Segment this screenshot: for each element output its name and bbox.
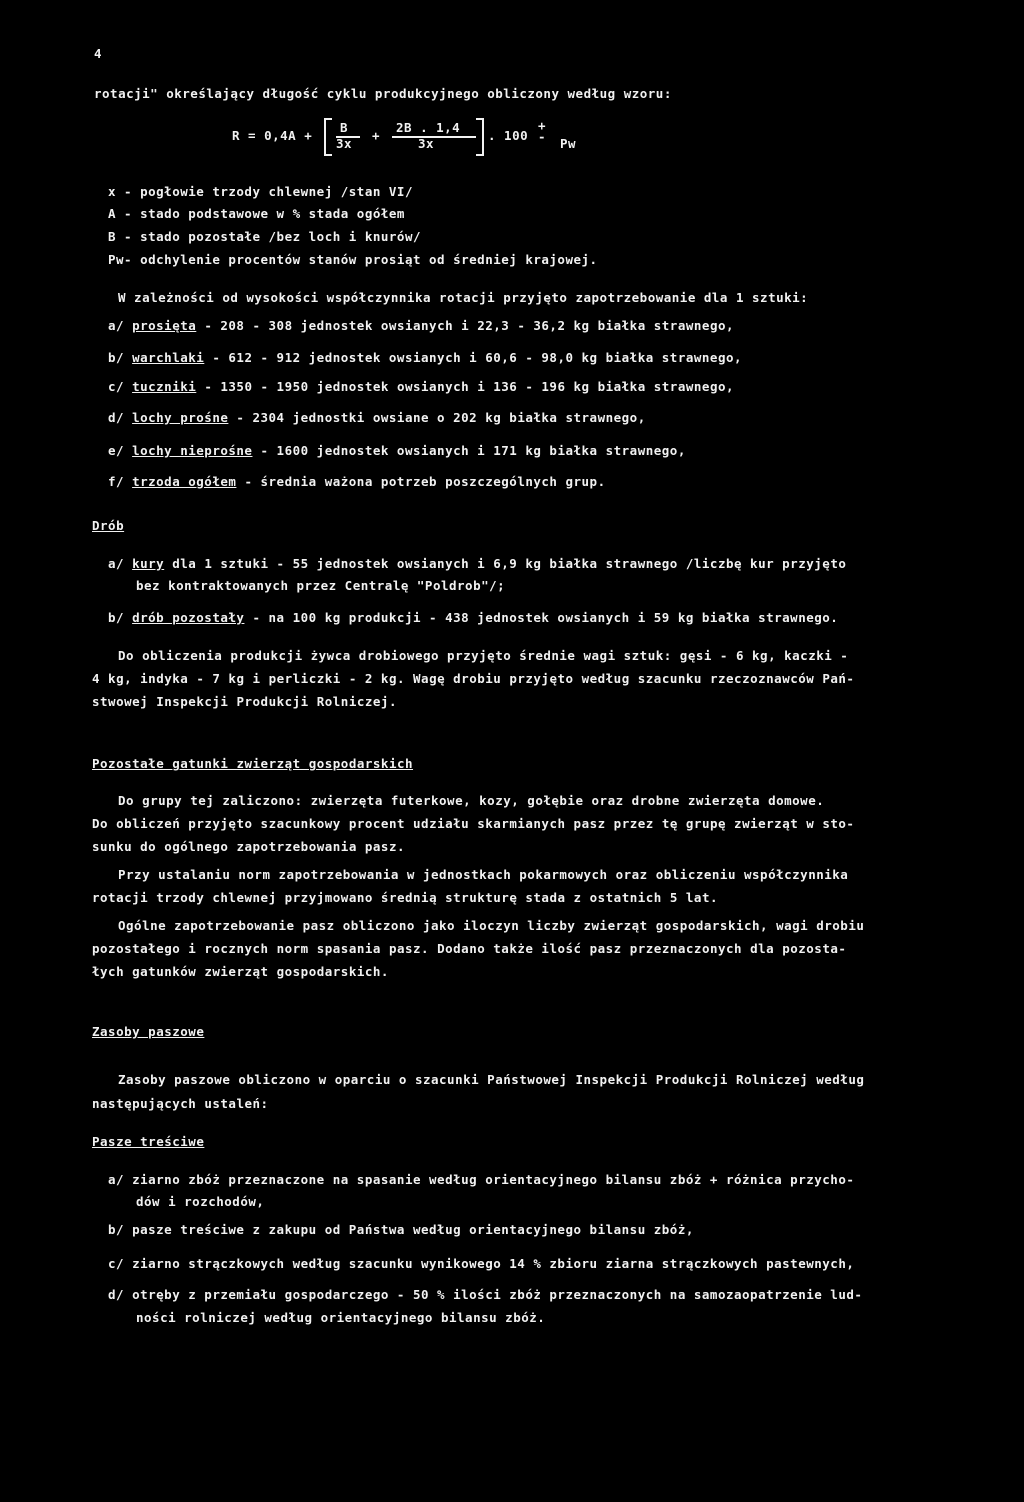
pig-item: [108, 350, 742, 366]
poultry-paragraph-line: 4 kg, indyka - 7 kg i perliczki - 2 kg. Wagę drobiu przyjęto według szacunku rzeczoznawców Pań-: [92, 671, 855, 686]
formula-frac1-num: B: [340, 120, 349, 135]
item-prefix: d/: [108, 410, 133, 425]
item-prefix: a/: [108, 318, 133, 333]
feed-resources-heading: Zasoby paszowe: [92, 1024, 205, 1039]
item-prefix: a/: [108, 556, 133, 571]
item-term: lochy nieprośne: [132, 443, 253, 458]
rotation-formula: [232, 116, 612, 160]
formula-tail: . 100: [488, 128, 529, 143]
item-term: trzoda ogółem: [132, 474, 237, 489]
formula-frac1-den: 3x: [336, 136, 353, 151]
formula-frac2-den: 3x: [418, 136, 435, 151]
item-text: dla 1 sztuki - 55 jednostek owsianych i 6,9 kg białka strawnego /liczbę kur przyjęto: [164, 556, 847, 571]
formula-lhs: R = 0,4A +: [232, 128, 313, 143]
pig-item: [108, 410, 646, 426]
formula-plus: +: [372, 128, 381, 143]
formula-pw: Pw: [560, 136, 577, 151]
item-prefix: b/: [108, 350, 133, 365]
item-text: - 1350 - 1950 jednostek owsianych i 136 - 196 kg białka strawnego,: [196, 379, 735, 394]
other-paragraph-line: pozostałego i rocznych norm spasania pasz. Dodano także ilość pasz przeznaczonych dla pozosta-: [92, 941, 847, 956]
item-term: warchlaki: [132, 350, 205, 365]
pig-item: [108, 443, 686, 459]
right-bracket: [476, 118, 484, 156]
item-text: - średnia ważona potrzeb poszczególnych grup.: [236, 474, 606, 489]
concentrate-heading: Pasze treściwe: [92, 1134, 205, 1149]
other-paragraph-line: Przy ustalaniu norm zapotrzebowania w jednostkach pokarmowych oraz obliczeniu współczynnika: [118, 867, 849, 882]
item-text: - 2304 jednostki owsiane o 202 kg białka strawnego,: [228, 410, 646, 425]
concentrate-item: d/ otręby z przemiału gospodarczego - 50 % ilości zbóż przeznaczonych na samozaopatrzenie lud-: [108, 1287, 863, 1302]
intro-line: rotacji" określający długość cyklu produkcyjnego obliczony według wzoru:: [94, 86, 672, 101]
other-paragraph-line: rotacji trzody chlewnej przyjmowano średnią strukturę stada z ostatnich 5 lat.: [92, 890, 718, 905]
concentrate-item: a/ ziarno zbóż przeznaczone na spasanie według orientacyjnego bilansu zbóż + różnica przycho-: [108, 1172, 855, 1187]
item-prefix: c/: [108, 379, 133, 394]
concentrate-item-cont: dów i rozchodów,: [136, 1194, 265, 1209]
other-paragraph-line: Do obliczeń przyjęto szacunkowy procent udziału skarmianych pasz przez tę grupę zwierząt w sto-: [92, 816, 855, 831]
item-prefix: e/: [108, 443, 133, 458]
poultry-item-a: [108, 556, 846, 572]
page-number: 4: [94, 46, 103, 61]
pig-item: [108, 474, 606, 490]
left-bracket: [324, 118, 332, 156]
poultry-paragraph-line: Do obliczenia produkcji żywca drobiowego przyjęto średnie wagi sztuk: gęsi - 6 kg, kaczki -: [118, 648, 849, 663]
item-text: - 612 - 912 jednostek owsianych i 60,6 - 98,0 kg białka strawnego,: [204, 350, 743, 365]
other-animals-heading: Pozostałe gatunki zwierząt gospodarskich: [92, 756, 414, 771]
dependency-text: W zależności od wysokości współczynnika rotacji przyjęto zapotrzebowanie dla 1 sztuki:: [118, 290, 809, 305]
poultry-heading: Drób: [92, 518, 125, 533]
item-text: - na 100 kg produkcji - 438 jednostek owsianych i 59 kg białka strawnego.: [244, 610, 839, 625]
concentrate-item: b/ pasze treściwe z zakupu od Państwa według orientacyjnego bilansu zbóż,: [108, 1222, 694, 1237]
item-term: drób pozostały: [132, 610, 245, 625]
item-prefix: f/: [108, 474, 133, 489]
item-term: prosięta: [132, 318, 197, 333]
concentrate-item-cont: ności rolniczej według orientacyjnego bilansu zbóż.: [136, 1310, 546, 1325]
other-paragraph-line: łych gatunków zwierząt gospodarskich.: [92, 964, 389, 979]
legend-line: A - stado podstawowe w % stada ogółem: [108, 206, 405, 221]
item-text: - 208 - 308 jednostek owsianych i 22,3 - 36,2 kg białka strawnego,: [196, 318, 735, 333]
feed-paragraph-line: Zasoby paszowe obliczono w oparciu o szacunki Państwowej Inspekcji Produkcji Rolniczej według: [118, 1072, 865, 1087]
other-paragraph-line: sunku do ogólnego zapotrzebowania pasz.: [92, 839, 405, 854]
poultry-item-b: [108, 610, 838, 626]
feed-paragraph-line: następujących ustaleń:: [92, 1096, 269, 1111]
item-term: lochy prośne: [132, 410, 229, 425]
legend-line: B - stado pozostałe /bez loch i knurów/: [108, 229, 421, 244]
pig-item: [108, 318, 734, 334]
legend-line: x - pogłowie trzody chlewnej /stan VI/: [108, 184, 413, 199]
poultry-paragraph-line: stwowej Inspekcji Produkcji Rolniczej.: [92, 694, 397, 709]
other-paragraph-line: Do grupy tej zaliczono: zwierzęta futerkowe, kozy, gołębie oraz drobne zwierzęta domowe.: [118, 793, 825, 808]
legend-line: Pw- odchylenie procentów stanów prosiąt od średniej krajowej.: [108, 252, 598, 267]
item-term: tuczniki: [132, 379, 197, 394]
item-term: kury: [132, 556, 165, 571]
other-paragraph-line: Ogólne zapotrzebowanie pasz obliczono jako iloczyn liczby zwierząt gospodarskich, wagi drobiu: [118, 918, 865, 933]
poultry-item-a-cont: bez kontraktowanych przez Centralę "Poldrob"/;: [136, 578, 506, 593]
item-prefix: b/: [108, 610, 133, 625]
pig-item: [108, 379, 734, 395]
formula-plus-minus: + -: [538, 118, 547, 144]
formula-frac2-num: 2B . 1,4: [396, 120, 461, 135]
item-text: - 1600 jednostek owsianych i 171 kg białka strawnego,: [252, 443, 686, 458]
concentrate-item: c/ ziarno strączkowych według szacunku wynikowego 14 % zbioru ziarna strączkowych pastewnych,: [108, 1256, 855, 1271]
